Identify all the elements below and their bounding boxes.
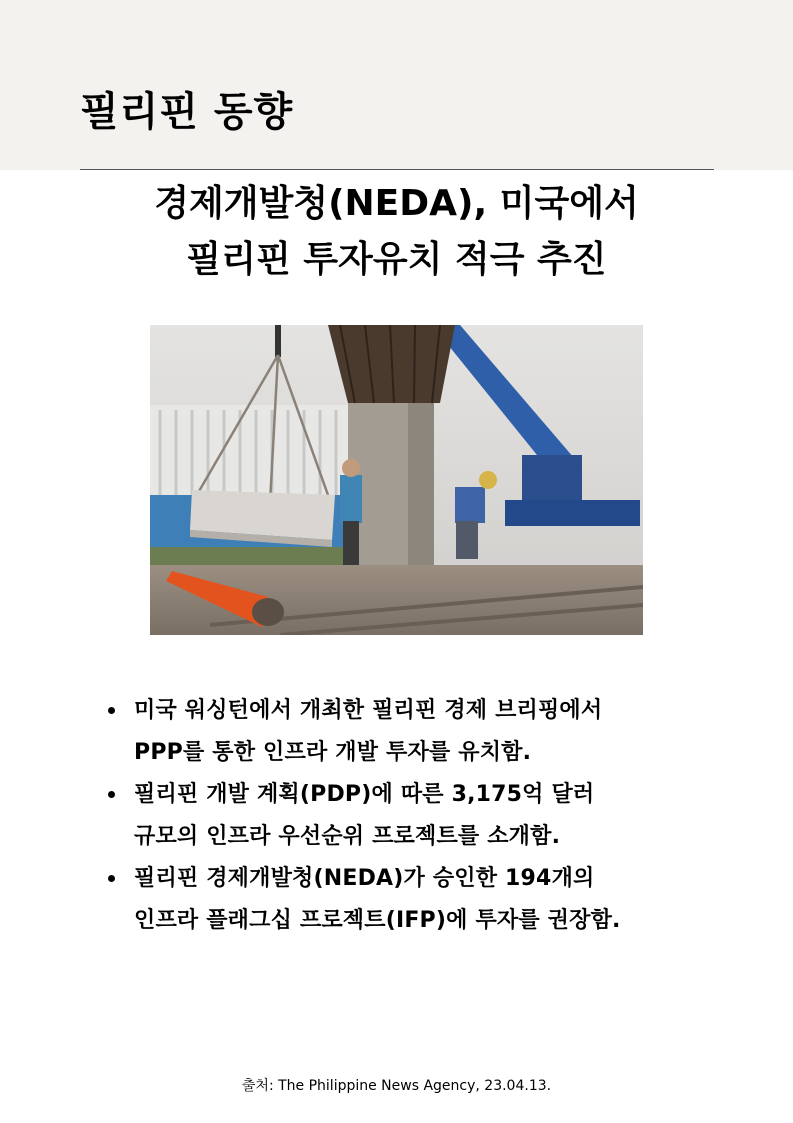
source-citation: 출처: The Philippine News Agency, 23.04.13. (241, 1078, 552, 1094)
headline-line-2: 필리핀 투자유치 적극 추진 (186, 239, 607, 280)
construction-site-photo (150, 325, 643, 635)
bullet-line: 필리핀 개발 계획(PDP)에 따른 3,175억 달러 (134, 782, 595, 807)
list-item (108, 690, 708, 774)
bullet-line: 규모의 인프라 우선순위 프로젝트를 소개함. (134, 824, 561, 849)
summary-bullets (108, 690, 708, 942)
worker-left (340, 459, 362, 569)
section-label: 필리핀 동향 (80, 89, 294, 135)
bullet-icon (108, 875, 115, 882)
bullet-icon (108, 791, 115, 798)
pillar-shade (408, 385, 434, 580)
bullet-line: PPP를 통한 인프라 개발 투자를 유치함. (134, 740, 532, 765)
traffic-cone-base (252, 598, 284, 626)
list-item (108, 774, 708, 858)
headline-line-1: 경제개발청(NEDA), 미국에서 (154, 183, 639, 224)
crane-body (522, 455, 582, 505)
tree-line (150, 547, 350, 567)
bullet-line: 미국 워싱턴에서 개최한 필리핀 경제 브리핑에서 (134, 698, 603, 723)
bullet-icon (108, 707, 115, 714)
tarp (505, 500, 640, 526)
bullet-line: 인프라 플래그십 프로젝트(IFP)에 투자를 권장함. (134, 908, 621, 933)
headline (60, 176, 733, 288)
list-item (108, 858, 708, 942)
bullet-line: 필리핀 경제개발청(NEDA)가 승인한 194개의 (134, 866, 595, 891)
header-divider (80, 169, 714, 170)
